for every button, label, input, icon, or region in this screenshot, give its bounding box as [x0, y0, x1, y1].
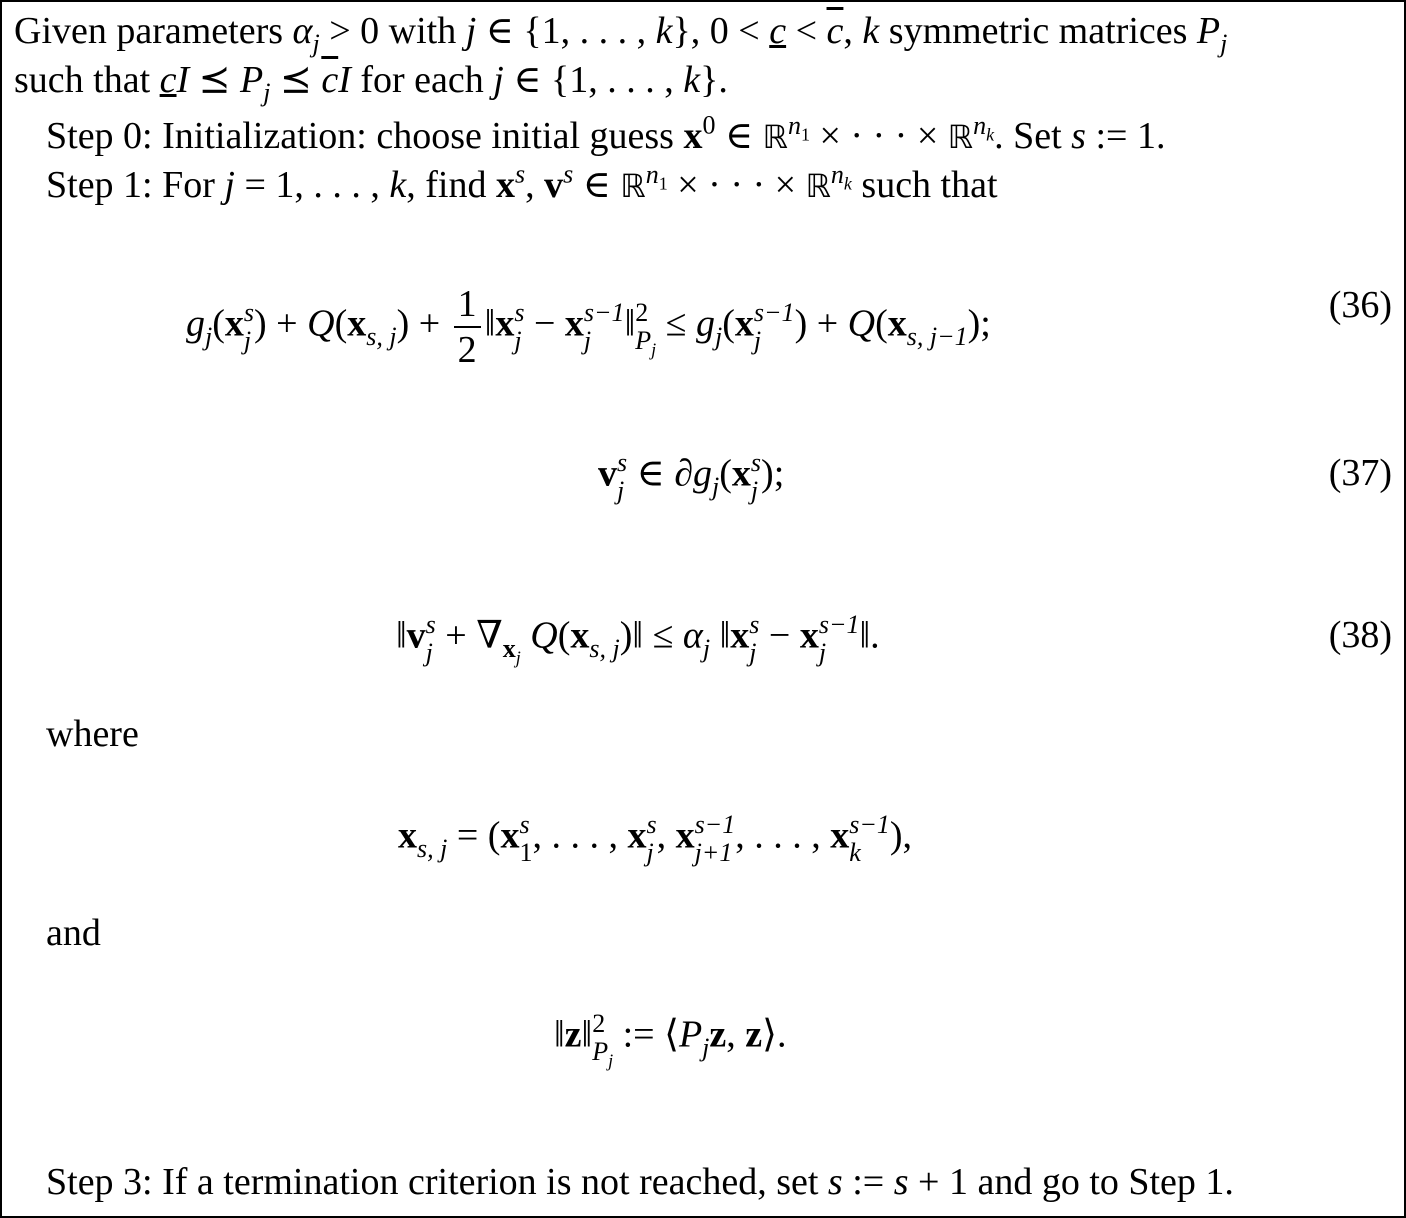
math-sub: j: [651, 339, 657, 360]
text: Given parameters: [14, 10, 293, 52]
math-sup: s: [515, 159, 526, 189]
math-sup: s: [646, 810, 657, 839]
math-k: k: [389, 164, 407, 206]
supsub: [514, 300, 524, 354]
paren: )‖: [619, 614, 644, 657]
math-g: g: [693, 452, 713, 495]
math-alpha: α: [682, 614, 703, 657]
math-sup: s: [425, 610, 436, 639]
norm: ‖: [710, 614, 731, 657]
text: for each: [350, 59, 494, 101]
text: ,: [656, 814, 676, 857]
op: + ∇: [435, 614, 503, 657]
math-sub: j: [646, 838, 654, 867]
text: ,: [726, 1013, 746, 1056]
op: := ⟨: [613, 1013, 679, 1056]
text: ∈ {1, . . . ,: [503, 59, 684, 101]
math-sup: s−1: [849, 810, 890, 839]
op: = (: [447, 814, 501, 857]
and-label: and: [46, 912, 101, 954]
math-sub: j: [515, 647, 521, 668]
where-label: where: [46, 713, 139, 755]
math-reals: ℝ: [805, 167, 831, 205]
fraction: [454, 282, 481, 372]
math-s: s: [827, 1161, 843, 1203]
step-3: [46, 1159, 1234, 1205]
math-sub: j: [583, 326, 592, 355]
math-x: x: [224, 302, 244, 345]
math-x: x: [887, 302, 907, 345]
math-P: P: [592, 1037, 609, 1066]
math-s: s: [893, 1161, 909, 1203]
op: +: [807, 302, 848, 345]
paren: (: [557, 614, 571, 657]
math-x: x: [734, 302, 754, 345]
text: × · · · ×: [809, 115, 948, 157]
equation-36: [186, 282, 991, 372]
math-sub: j: [205, 321, 213, 351]
math-reals: ℝ: [762, 118, 788, 156]
norm: ‖: [581, 1013, 593, 1056]
math-j: j: [465, 10, 477, 52]
paren: );: [967, 302, 991, 345]
math-n: n: [645, 159, 659, 189]
math-sub: j: [712, 471, 720, 501]
math-g: g: [696, 302, 715, 345]
math-sup: s−1: [753, 298, 795, 327]
math-I: I: [338, 59, 351, 101]
norm: ‖: [484, 302, 496, 345]
math-sub: j: [702, 1032, 710, 1062]
math-x: x: [500, 814, 520, 857]
math-x: x: [495, 302, 515, 345]
text: × · · · ×: [667, 164, 806, 206]
math-x: x: [496, 164, 515, 206]
numerator: 1: [454, 282, 481, 328]
supsub: [519, 812, 532, 866]
paren: ): [794, 302, 808, 345]
math-P: P: [1196, 10, 1221, 52]
supsub: [244, 300, 254, 354]
supsub: [592, 1009, 614, 1071]
math-sup: 2: [635, 298, 649, 327]
math-v: v: [406, 614, 426, 657]
norm: ‖: [554, 1013, 565, 1056]
math-x: x: [799, 614, 819, 657]
math-sup: s−1: [583, 298, 625, 327]
math-sub: k: [986, 124, 995, 144]
math-sub: j: [425, 638, 433, 667]
math-c-lower: c: [159, 59, 177, 101]
math-x: x: [398, 814, 417, 857]
text: such that: [851, 164, 998, 206]
paren: (: [212, 302, 225, 345]
supsub: [849, 812, 890, 866]
equation-38: [396, 612, 880, 666]
math-g: g: [186, 302, 205, 345]
op: ≤: [643, 614, 683, 657]
math-k: k: [655, 10, 673, 52]
math-n: n: [830, 159, 844, 189]
math-s: s: [1071, 115, 1086, 157]
math-sub: j: [312, 29, 320, 59]
math-alpha: α: [292, 10, 313, 52]
paren: (: [875, 302, 888, 345]
text: }, 0 <: [672, 10, 770, 52]
math-x: x: [564, 302, 584, 345]
equation-number-36: (36): [1328, 284, 1392, 326]
op: −: [524, 302, 565, 345]
text: <: [786, 10, 827, 52]
paren: ): [396, 302, 410, 345]
text: ⪯: [189, 59, 241, 101]
math-reals: ℝ: [620, 167, 646, 205]
math-sub: j: [514, 326, 522, 355]
norm: ‖: [624, 302, 636, 345]
op: +: [409, 302, 450, 345]
text: + 1 and go to Step 1.: [908, 1161, 1234, 1203]
math-sup: s: [749, 610, 760, 639]
math-x: x: [347, 302, 367, 345]
op: −: [759, 614, 800, 657]
math-sub: j: [818, 638, 827, 667]
supsub: [426, 612, 436, 666]
op: ≤: [656, 302, 696, 345]
math-sub: j: [715, 321, 723, 351]
paren: (: [334, 302, 348, 345]
math-sub: j: [753, 326, 762, 355]
step-label: Step 0: Initialization: choose initial guess: [46, 115, 684, 157]
math-x: x: [730, 614, 750, 657]
supsub: [584, 300, 625, 354]
text: symmetric matrices: [879, 10, 1197, 52]
paren: (: [719, 452, 732, 495]
math-reals: ℝ: [947, 118, 974, 156]
math-sup: s: [563, 159, 574, 189]
math-sub: s, j: [366, 321, 397, 351]
text: ∈: [715, 115, 763, 157]
math-c-upper: $\overline{c}$: [321, 59, 339, 101]
math-sub: j: [243, 326, 252, 355]
text: , . . . ,: [532, 814, 628, 857]
supsub: [751, 450, 761, 504]
math-sub: j: [263, 78, 271, 108]
text: ,: [843, 10, 863, 52]
math-x: x: [683, 115, 703, 157]
step-label: Step 1: For: [46, 164, 225, 206]
text: ⪯: [270, 59, 322, 101]
norm: ‖: [396, 614, 407, 657]
math-sup: s: [243, 298, 255, 327]
equation-number-37: (37): [1328, 452, 1392, 494]
text: ),: [889, 814, 913, 857]
math-sub: j: [608, 1050, 614, 1071]
math-v: v: [544, 164, 564, 206]
math-sup: s−1: [818, 610, 860, 639]
math-k: k: [862, 10, 880, 52]
math-P: P: [240, 59, 264, 101]
math-sup: s: [519, 810, 530, 839]
text: . Set: [994, 115, 1072, 157]
math-sup: s: [514, 298, 525, 327]
math-sub: k: [843, 173, 852, 193]
math-sup: s−1: [694, 810, 736, 839]
math-v: v: [598, 452, 617, 495]
math-sub: s, j: [417, 833, 448, 863]
math-sub: s, j: [589, 633, 620, 663]
equation-number-38: (38): [1328, 614, 1392, 656]
math-k: k: [683, 59, 701, 101]
text: := 1.: [1085, 115, 1166, 157]
paren: (: [722, 302, 735, 345]
math-z: z: [745, 1013, 763, 1056]
math-Q: Q: [847, 302, 876, 345]
math-x: x: [570, 614, 590, 657]
math-Q: Q: [520, 614, 558, 657]
math-sub: j: [702, 633, 711, 663]
text: such that: [14, 59, 160, 101]
math-x: x: [830, 814, 850, 857]
math-sub: 1: [658, 173, 668, 193]
norm: ‖.: [859, 614, 880, 657]
text: , find: [406, 164, 496, 206]
supsub: [646, 812, 656, 866]
math-x: x: [675, 814, 695, 857]
math-c-lower: c: [769, 10, 787, 52]
math-x: x: [502, 633, 516, 663]
math-z: z: [564, 1013, 582, 1056]
step-label: Step 3: If a termination criterion is not reached, set: [46, 1161, 828, 1203]
supsub: [695, 812, 736, 866]
supsub: [819, 612, 860, 666]
paren: ): [254, 302, 267, 345]
text: > 0 with: [319, 10, 466, 52]
equation-37: [598, 450, 784, 504]
paren: );: [761, 452, 785, 495]
op: +: [266, 302, 308, 345]
intro-line-1: [14, 8, 1228, 59]
definition-norm: [554, 1009, 787, 1071]
supsub: [617, 450, 627, 504]
math-n: n: [787, 110, 801, 140]
definition-x-sj: [398, 812, 912, 866]
math-x: x: [627, 814, 647, 857]
math-c-upper: $\overline{c}$: [826, 10, 844, 52]
op: :=: [842, 1161, 894, 1203]
math-sub: 1: [800, 124, 810, 144]
math-sup: s: [750, 448, 762, 477]
math-sub: j: [617, 476, 625, 505]
math-sup: s: [617, 448, 628, 477]
math-I: I: [176, 59, 190, 101]
step-1: [46, 159, 998, 209]
math-j: j: [493, 59, 504, 101]
text: ⟩.: [762, 1013, 787, 1056]
math-P: P: [678, 1013, 703, 1056]
supsub: [749, 612, 759, 666]
text: , . . . ,: [735, 814, 831, 857]
text: ∈ {1, . . . ,: [476, 10, 656, 52]
math-sub: k: [849, 838, 861, 867]
math-Q: Q: [307, 302, 335, 345]
text: }.: [700, 59, 728, 101]
math-sup: 2: [592, 1009, 606, 1038]
math-sub: 1: [519, 838, 533, 867]
math-x: x: [731, 452, 751, 495]
math-z: z: [709, 1013, 727, 1056]
math-j: j: [224, 164, 235, 206]
math-P: P: [635, 326, 652, 355]
denominator: 2: [457, 329, 477, 371]
math-sup: 0: [702, 110, 716, 140]
text: ∈: [573, 164, 621, 206]
math-sub: j: [1220, 29, 1228, 59]
math-sub: j: [750, 476, 759, 505]
math-sub: j: [749, 638, 757, 667]
step-0: [46, 110, 1166, 160]
text: = 1, . . . ,: [234, 164, 390, 206]
supsub: [754, 300, 795, 354]
math-n: n: [973, 110, 987, 140]
op: ∈ ∂: [627, 452, 694, 495]
math-sub: j+1: [694, 838, 733, 867]
intro-line-2: [14, 57, 728, 108]
supsub: [635, 298, 657, 360]
text: ,: [525, 164, 545, 206]
math-sub: s, j−1: [906, 321, 968, 351]
